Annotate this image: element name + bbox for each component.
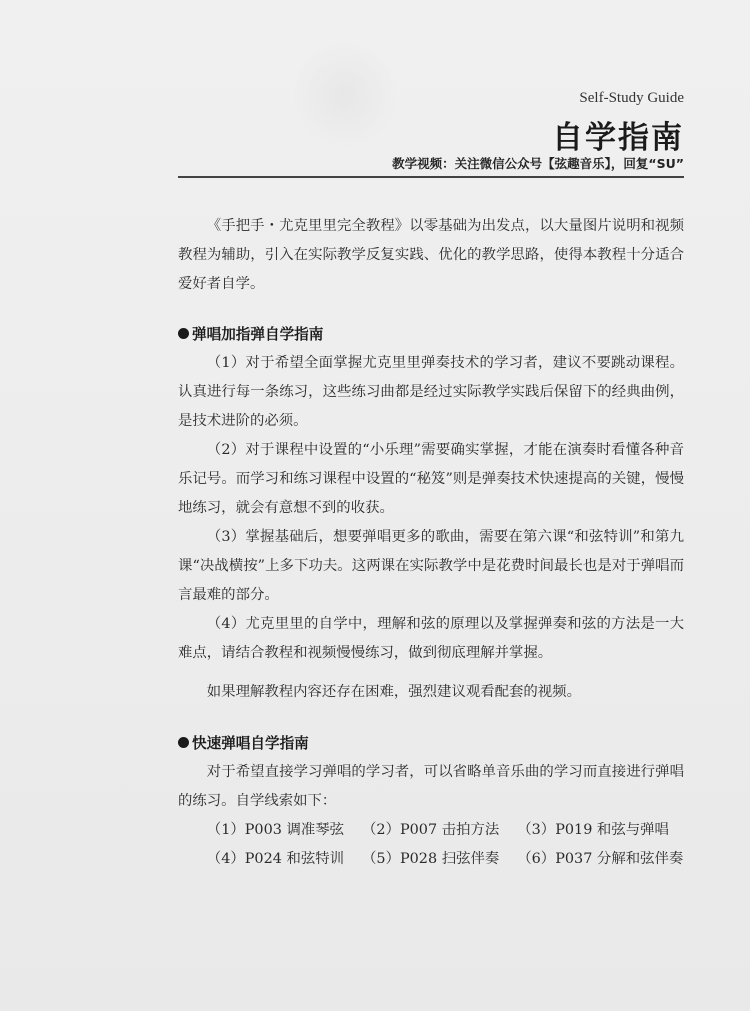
bullet-icon bbox=[178, 328, 189, 339]
study-link-item: （1）P003 调准琴弦 bbox=[206, 822, 345, 838]
study-links-row bbox=[207, 845, 684, 874]
header-subtitle-en: Self-Study Guide bbox=[579, 90, 684, 106]
spacer bbox=[178, 707, 684, 729]
study-link-item: （4）P024 和弦特训 bbox=[206, 851, 345, 867]
intro-paragraph: 《手把手・尤克里里完全教程》以零基础为出发点，以大量图片说明和视频教程为辅助，引入在实际教学反复实践、优化的教学思路，使得本教程十分适合爱好者自学。 bbox=[178, 218, 684, 292]
section-title-text: 弹唱加指弹自学指南 bbox=[192, 326, 324, 343]
section1-paragraph: （3）掌握基础后，想要弹唱更多的歌曲，需要在第六课“和弦特训”和第九课“决战横按”上多下功夫。这两课在实际教学中是花费时间最长也是对于弹唱而言最难的部分。 bbox=[178, 529, 684, 603]
study-links-row bbox=[207, 816, 684, 845]
section-heading bbox=[178, 320, 684, 349]
page-title: 自学指南 bbox=[552, 120, 684, 156]
section2-intro: 对于希望直接学习弹唱的学习者，可以省略单音乐曲的学习而直接进行弹唱的练习。自学线索如下： bbox=[178, 764, 684, 809]
spacer bbox=[178, 299, 684, 320]
section1-paragraph: （1）对于希望全面掌握尤克里里弹奏技术的学习者，建议不要跳动课程。认真进行每一条练习，这些练习曲都是经过实际教学实践后保留下的经典曲例，是技术进阶的必须。 bbox=[178, 355, 684, 429]
header-divider bbox=[178, 176, 684, 178]
page-content bbox=[178, 200, 684, 874]
section-title-text: 快速弹唱自学指南 bbox=[192, 735, 309, 752]
section-heading bbox=[178, 729, 684, 758]
section1-paragraph: （4）尤克里里的自学中，理解和弦的原理以及掌握弹奏和弦的方法是一大难点，请结合教程和视频慢慢练习，做到彻底理解并掌握。 bbox=[178, 616, 684, 661]
study-link-item: （6）P037 分解和弦伴奏 bbox=[517, 851, 684, 867]
study-link-item: （2）P007 击拍方法 bbox=[362, 822, 500, 838]
bullet-icon bbox=[178, 737, 189, 748]
section1-paragraph: （2）对于课程中设置的“小乐理”需要确实掌握，才能在演奏时看懂各种音乐记号。而学习和练习课程中设置的“秘笈”则是弹奏技术快速提高的关键，慢慢地练习，就会有意想不到的收获。 bbox=[178, 442, 684, 516]
study-link-item: （3）P019 和弦与弹唱 bbox=[517, 822, 669, 838]
section1-note: 如果理解教程内容还存在困难，强烈建议观看配套的视频。 bbox=[206, 684, 581, 700]
page-smudge bbox=[290, 40, 400, 150]
spacer bbox=[178, 668, 684, 678]
study-links bbox=[178, 816, 684, 874]
study-link-item: （5）P028 扫弦伴奏 bbox=[362, 851, 500, 867]
video-note: 教学视频：关注微信公众号【弦趣音乐】，回复“SU” bbox=[392, 156, 684, 171]
